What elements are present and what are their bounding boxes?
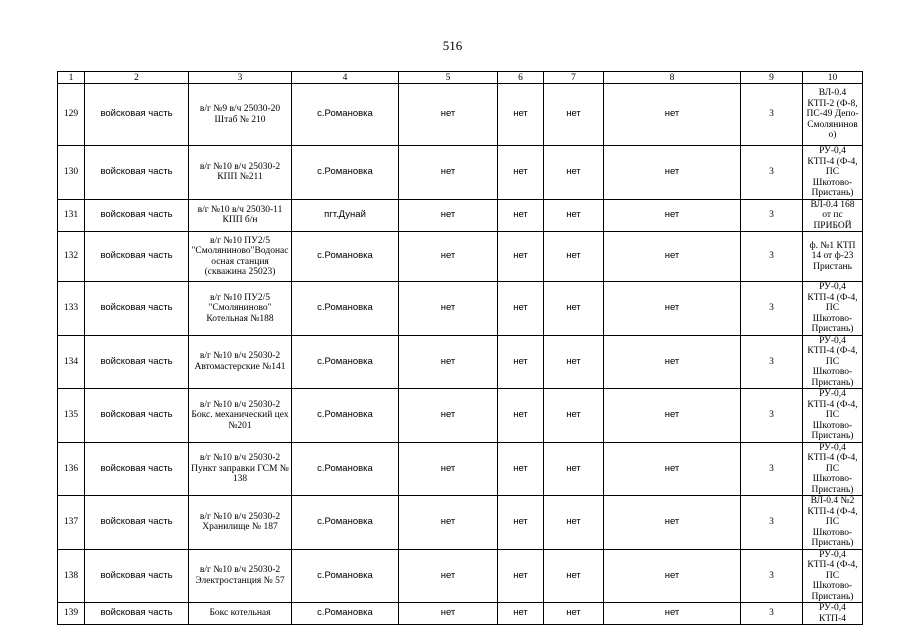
- table-cell: войсковая часть: [85, 389, 189, 443]
- table-cell: нет: [399, 496, 498, 550]
- table-cell: нет: [604, 282, 741, 336]
- table-cell: нет: [498, 84, 544, 146]
- page-number: 516: [442, 38, 463, 53]
- table-cell: с.Романовка: [292, 335, 399, 389]
- table-cell: 136: [58, 442, 85, 496]
- table-cell: нет: [544, 335, 604, 389]
- table-cell: нет: [604, 442, 741, 496]
- table-cell: РУ-0,4 КТП-4 (Ф-4, ПС Шкотово-Пристань): [803, 335, 863, 389]
- table-cell: нет: [544, 389, 604, 443]
- table-cell: 3: [741, 335, 803, 389]
- table-row: [58, 199, 863, 232]
- table-cell: нет: [544, 442, 604, 496]
- table-cell: нет: [604, 549, 741, 603]
- column-header: 5: [399, 72, 498, 84]
- column-header: 8: [604, 72, 741, 84]
- table-cell: ВЛ-0.4 КТП-2 (Ф-8, ПС-49 Депо-Смоляниново): [803, 84, 863, 146]
- table-cell: нет: [399, 232, 498, 282]
- table-cell: с.Романовка: [292, 146, 399, 200]
- table-cell: с.Романовка: [292, 496, 399, 550]
- column-header: 6: [498, 72, 544, 84]
- column-header: 4: [292, 72, 399, 84]
- table-cell: нет: [498, 389, 544, 443]
- table-cell: 132: [58, 232, 85, 282]
- table-cell: нет: [544, 282, 604, 336]
- table-cell: 3: [741, 282, 803, 336]
- table-cell: 137: [58, 496, 85, 550]
- table-cell: нет: [399, 389, 498, 443]
- table-cell: нет: [604, 84, 741, 146]
- table-cell: нет: [544, 199, 604, 232]
- table-cell: 3: [741, 232, 803, 282]
- table-cell: нет: [604, 146, 741, 200]
- table-cell: войсковая часть: [85, 603, 189, 625]
- table-cell: войсковая часть: [85, 199, 189, 232]
- table-row: [58, 335, 863, 389]
- table-cell: нет: [544, 549, 604, 603]
- table-cell: нет: [498, 603, 544, 625]
- table-cell: войсковая часть: [85, 549, 189, 603]
- table-cell: 139: [58, 603, 85, 625]
- table-cell: нет: [498, 549, 544, 603]
- table-cell: 138: [58, 549, 85, 603]
- table-cell: в/г №9 в/ч 25030-20 Штаб № 210: [189, 84, 292, 146]
- table-cell: РУ-0,4 КТП-4 (Ф-4, ПС Шкотово-Пристань): [803, 389, 863, 443]
- table-cell: нет: [399, 146, 498, 200]
- table-cell: 3: [741, 496, 803, 550]
- table-cell: нет: [604, 496, 741, 550]
- table-cell: 130: [58, 146, 85, 200]
- table-cell: 133: [58, 282, 85, 336]
- table-cell: войсковая часть: [85, 442, 189, 496]
- table-cell: с.Романовка: [292, 442, 399, 496]
- table-cell: войсковая часть: [85, 232, 189, 282]
- table-cell: нет: [498, 496, 544, 550]
- table-cell: РУ-0,4 КТП-4 (Ф-4, ПС Шкотово-Пристань): [803, 146, 863, 200]
- table-row: [58, 232, 863, 282]
- table-cell: нет: [544, 232, 604, 282]
- table-cell: 135: [58, 389, 85, 443]
- table-cell: с.Романовка: [292, 232, 399, 282]
- table-cell: нет: [399, 442, 498, 496]
- table-cell: РУ-0,4 КТП-4 (Ф-4, ПС Шкотово-Пристань): [803, 282, 863, 336]
- column-header: 1: [58, 72, 85, 84]
- table-cell: войсковая часть: [85, 335, 189, 389]
- table-cell: нет: [498, 199, 544, 232]
- table-cell: войсковая часть: [85, 146, 189, 200]
- table-cell: нет: [399, 84, 498, 146]
- table-cell: нет: [604, 232, 741, 282]
- table-cell: с.Романовка: [292, 282, 399, 336]
- table-cell: 3: [741, 389, 803, 443]
- table-cell: в/г №10 ПУ2/5 "Смоляниново"Водонасосная станция (скважина 25023): [189, 232, 292, 282]
- table-cell: нет: [498, 282, 544, 336]
- table-cell: нет: [498, 442, 544, 496]
- table-cell: в/г №10 в/ч 25030-2 Автомастерские №141: [189, 335, 292, 389]
- table-cell: в/г №10 в/ч 25030-11 КПП б/н: [189, 199, 292, 232]
- table-cell: РУ-0,4 КТП-4: [803, 603, 863, 625]
- column-header: 9: [741, 72, 803, 84]
- table-cell: нет: [498, 146, 544, 200]
- table-cell: 3: [741, 442, 803, 496]
- column-header: 10: [803, 72, 863, 84]
- table-cell: РУ-0,4 КТП-4 (Ф-4, ПС Шкотово-Пристань): [803, 442, 863, 496]
- table-cell: нет: [604, 603, 741, 625]
- table-cell: РУ-0,4 КТП-4 (Ф-4, ПС Шкотово-Пристань): [803, 549, 863, 603]
- table-cell: 134: [58, 335, 85, 389]
- column-header: 3: [189, 72, 292, 84]
- table-cell: 129: [58, 84, 85, 146]
- table-cell: в/г №10 в/ч 25030-2 Электростанция № 57: [189, 549, 292, 603]
- table-cell: 3: [741, 199, 803, 232]
- table-cell: нет: [544, 496, 604, 550]
- table-cell: нет: [399, 603, 498, 625]
- table-cell: нет: [399, 549, 498, 603]
- table-cell: с.Романовка: [292, 84, 399, 146]
- table-cell: ВЛ-0.4 168 от пс ПРИБОЙ: [803, 199, 863, 232]
- table-row: [58, 84, 863, 146]
- table-cell: в/г №10 в/ч 25030-2 Бокс. механический цех №201: [189, 389, 292, 443]
- table-cell: войсковая часть: [85, 496, 189, 550]
- table-cell: войсковая часть: [85, 84, 189, 146]
- table-row: [58, 549, 863, 603]
- table-cell: нет: [399, 282, 498, 336]
- table-row: [58, 442, 863, 496]
- column-header: 7: [544, 72, 604, 84]
- table-cell: в/г №10 в/ч 25030-2 Пункт заправки ГСМ № 138: [189, 442, 292, 496]
- table-row: [58, 603, 863, 625]
- table-cell: пгт.Дунай: [292, 199, 399, 232]
- table-cell: 3: [741, 146, 803, 200]
- table-cell: с.Романовка: [292, 603, 399, 625]
- table-cell: 3: [741, 603, 803, 625]
- table-cell: с.Романовка: [292, 549, 399, 603]
- table-cell: в/г №10 в/ч 25030-2 Хранилище № 187: [189, 496, 292, 550]
- table-cell: нет: [544, 84, 604, 146]
- header-row: [58, 72, 863, 84]
- table-cell: Бокс котельная: [189, 603, 292, 625]
- table-cell: ВЛ-0.4 №2 КТП-4 (Ф-4, ПС Шкотово-Пристань): [803, 496, 863, 550]
- column-header: 2: [85, 72, 189, 84]
- table-cell: нет: [498, 232, 544, 282]
- table-row: [58, 496, 863, 550]
- table-cell: нет: [498, 335, 544, 389]
- table-cell: в/г №10 в/ч 25030-2 КПП №211: [189, 146, 292, 200]
- table-cell: 131: [58, 199, 85, 232]
- data-table: [57, 71, 863, 625]
- table-cell: ф. №1 КТП 14 от ф-23 Пристань: [803, 232, 863, 282]
- table-cell: войсковая часть: [85, 282, 189, 336]
- table-row: [58, 389, 863, 443]
- table-cell: в/г №10 ПУ2/5 "Смоляниново" Котельная №188: [189, 282, 292, 336]
- table-cell: нет: [544, 146, 604, 200]
- table-cell: нет: [399, 199, 498, 232]
- table-row: [58, 146, 863, 200]
- table-cell: нет: [604, 335, 741, 389]
- table-cell: нет: [604, 199, 741, 232]
- table-cell: с.Романовка: [292, 389, 399, 443]
- table-row: [58, 282, 863, 336]
- table-cell: нет: [399, 335, 498, 389]
- table-cell: 3: [741, 549, 803, 603]
- table-cell: 3: [741, 84, 803, 146]
- table-cell: нет: [544, 603, 604, 625]
- table-cell: нет: [604, 389, 741, 443]
